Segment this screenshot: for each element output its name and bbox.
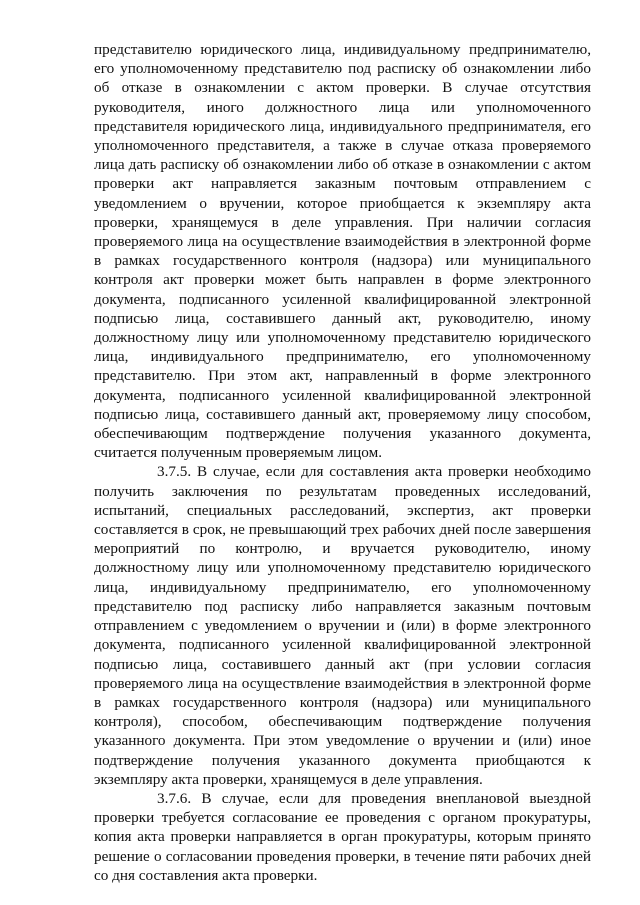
- paragraph-clause-3-7-5: 3.7.5. В случае, если для составления акта проверки необходимо получить заключения по результатам проведенных исследований, испытаний, специальных расследований, экспертиз, акт проверки составляется в срок, не превышающий трех рабочих дней после завершения мероприятий по контролю, и вручается руководителю, иному должностному лицу или уполномоченному представителю юридического лица, индивидуальному предпринимателю, его уполномоченному представителю под расписку либо направляется заказным почтовым отправлением с уведомлением о вручении и (или) в форме электронного документа, подписанного усиленной квалифицированной электронной подписью лица, составившего данный акт (при условии согласия проверяемого лица на осуществление взаимодействия в электронной форме в рамках государственного контроля (надзора) или муниципального контроля), способом, обеспечивающим подтверждение получения указанного документа. При этом уведомление о вручении и (или) иное подтверждение получения указанного документа приобщаются к экземпляру акта проверки, хранящемуся в деле управления.: [94, 463, 591, 788]
- paragraph-clause-3-7-6: 3.7.6. В случае, если для проведения внеплановой выездной проверки требуется согласование ее проведения с органом прокуратуры, копия акта проверки направляется в орган прокуратуры, которым принято решение о согласовании проведения проверки, в течение пяти рабочих дней со дня составления акта проверки.: [94, 789, 591, 884]
- document-body: [94, 40, 591, 885]
- paragraph-continuation: представителю юридического лица, индивидуальному предпринимателю, его уполномоченному представителю под расписку об ознакомлении либо об отказе в ознакомлении с актом проверки. В случае отсутствия руководителя, иного должностного лица или уполномоченного представителя юридического лица, индивидуального предпринимателя, его уполномоченного представителя, а также в случае отказа проверяемого лица дать расписку об ознакомлении либо об отказе в ознакомлении с актом проверки акт направляется заказным почтовым отправлением с уведомлением о вручении, которое приобщается к экземпляру акта проверки, хранящемуся в деле управления. При наличии согласия проверяемого лица на осуществление взаимодействия в электронной форме в рамках государственного контроля (надзора) или муниципального контроля акт проверки может быть направлен в форме электронного документа, подписанного усиленной квалифицированной электронной подписью лица, составившего данный акт, руководителю, иному должностному лицу или уполномоченному представителю юридического лица, индивидуального предпринимателю, его уполномоченному представителю. При этом акт, направленный в форме электронного документа, подписанного усиленной квалифицированной электронной подписью лица, составившего данный акт, проверяемому лицу способом, обеспечивающим подтверждение получения указанного документа, считается полученным проверяемым лицом.: [94, 41, 591, 462]
